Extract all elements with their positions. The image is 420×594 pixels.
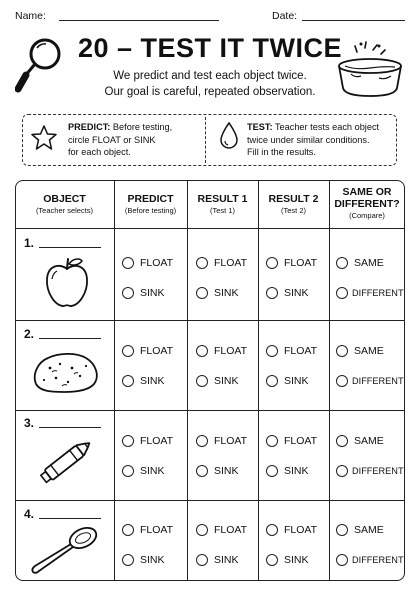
row-3-predict-sink-option[interactable] [122,464,165,478]
test-instructions [247,121,379,159]
name-label: Name: [15,10,46,22]
float-label: FLOAT [284,345,318,357]
radio-circle[interactable] [196,257,208,269]
object-name-field[interactable] [39,518,101,519]
row-4-result-1-float-option[interactable] [196,523,247,537]
row-number: 4. [24,507,35,521]
radio-circle[interactable] [122,524,134,536]
float-label: FLOAT [214,257,248,269]
radio-circle[interactable] [336,345,348,357]
row-2-compare-same-option[interactable] [336,344,384,358]
apple-icon [42,255,92,310]
sink-label: SINK [214,287,239,299]
row-1-result-1-float-option[interactable] [196,256,247,270]
row-4-result-2-sink-option[interactable] [266,553,309,567]
predict-line-2: circle FLOAT or SINK [68,134,156,145]
radio-circle[interactable] [196,435,208,447]
radio-circle[interactable] [196,465,208,477]
column-header-object: OBJECT (Teacher selects) [35,193,94,215]
column-header-result-1: RESULT 1 (Test 1) [197,193,248,215]
same-label: SAME [354,257,384,269]
date-label: Date: [272,10,298,22]
radio-circle[interactable] [266,287,278,299]
column-header-compare: SAME OR DIFFERENT? (Compare) [334,186,400,220]
different-label: DIFFERENT [352,466,404,476]
row-1-result-1-sink-option[interactable] [196,286,239,300]
sink-label: SINK [214,375,239,387]
test-heading: TEST: [247,122,273,132]
row-1-compare-different-option[interactable] [336,286,404,300]
row-number: 3. [24,416,35,430]
radio-circle[interactable] [266,257,278,269]
radio-circle[interactable] [336,554,348,566]
rock-icon [30,348,102,394]
float-label: FLOAT [214,435,248,447]
row-3-result-1-float-option[interactable] [196,434,247,448]
radio-circle[interactable] [196,287,208,299]
column-header-result-2: RESULT 2 (Test 2) [268,193,319,215]
date-field[interactable] [302,20,405,21]
radio-circle[interactable] [266,465,278,477]
instructions-divider [205,117,206,163]
sink-label: SINK [214,554,239,566]
test-line-3: Fill in the results. [247,147,316,158]
row-3-result-2-sink-option[interactable] [266,464,309,478]
row-1-result-2-sink-option[interactable] [266,286,309,300]
radio-circle[interactable] [196,554,208,566]
row-4-predict-float-option[interactable] [122,523,173,537]
row-number: 2. [24,327,35,341]
row-2-result-2-sink-option[interactable] [266,374,309,388]
radio-circle[interactable] [336,375,348,387]
table-row-divider [15,320,405,321]
intro-line-2: Our goal is careful, repeated observation. [104,86,316,98]
test-line-1: Teacher tests each object [272,122,380,132]
column-header-predict: PREDICT (Before testing) [124,193,177,215]
crayon-icon [30,433,102,491]
radio-circle[interactable] [122,287,134,299]
test-line-2: twice under similar conditions. [247,134,370,145]
float-label: FLOAT [140,345,174,357]
radio-circle[interactable] [196,345,208,357]
radio-circle[interactable] [336,465,348,477]
radio-circle[interactable] [336,524,348,536]
row-2-result-2-float-option[interactable] [266,344,317,358]
sink-label: SINK [214,465,239,477]
float-label: FLOAT [140,435,174,447]
sink-label: SINK [284,465,309,477]
row-2-predict-float-option[interactable] [122,344,173,358]
row-1-predict-float-option[interactable] [122,256,173,270]
different-label: DIFFERENT [352,288,404,298]
name-field[interactable] [59,20,219,21]
radio-circle[interactable] [266,375,278,387]
sink-label: SINK [284,375,309,387]
page-title: 20 – TEST IT TWICE [77,33,343,63]
row-3-result-1-sink-option[interactable] [196,464,239,478]
row-2-result-1-sink-option[interactable] [196,374,239,388]
row-3-compare-same-option[interactable] [336,434,384,448]
water-drop-icon [218,121,240,151]
star-icon [30,124,58,151]
radio-circle[interactable] [122,257,134,269]
water-bowl-icon [335,40,407,102]
radio-circle[interactable] [266,435,278,447]
predict-instructions [68,121,172,159]
row-number: 1. [24,236,35,250]
row-3-predict-float-option[interactable] [122,434,173,448]
table-col-divider [329,180,330,581]
sink-label: SINK [140,554,165,566]
radio-circle[interactable] [196,524,208,536]
float-label: FLOAT [284,435,318,447]
object-name-field[interactable] [39,247,101,248]
table-row-divider [15,410,405,411]
radio-circle[interactable] [122,435,134,447]
radio-circle[interactable] [122,375,134,387]
radio-circle[interactable] [122,554,134,566]
radio-circle[interactable] [122,345,134,357]
row-4-predict-sink-option[interactable] [122,553,165,567]
radio-circle[interactable] [266,554,278,566]
radio-circle[interactable] [266,345,278,357]
row-2-compare-different-option[interactable] [336,374,404,388]
table-col-divider [114,180,115,581]
sink-label: SINK [140,465,165,477]
row-1-predict-sink-option[interactable] [122,286,165,300]
same-label: SAME [354,524,384,536]
table-col-divider [258,180,259,581]
sink-label: SINK [284,287,309,299]
intro-line-1: We predict and test each object twice. [113,70,307,82]
sink-label: SINK [140,375,165,387]
same-label: SAME [354,345,384,357]
table-row-divider [15,500,405,501]
row-2-predict-sink-option[interactable] [122,374,165,388]
radio-circle[interactable] [336,287,348,299]
row-2-result-1-float-option[interactable] [196,344,247,358]
same-label: SAME [354,435,384,447]
predict-line-1: Before testing, [110,122,173,132]
radio-circle[interactable] [196,375,208,387]
predict-line-3: for each object. [68,147,131,158]
object-name-field[interactable] [39,427,101,428]
row-1-result-2-float-option[interactable] [266,256,317,270]
different-label: DIFFERENT [352,555,404,565]
different-label: DIFFERENT [352,376,404,386]
row-1-compare-same-option[interactable] [336,256,384,270]
row-3-result-2-float-option[interactable] [266,434,317,448]
row-4-compare-different-option[interactable] [336,553,404,567]
radio-circle[interactable] [122,465,134,477]
predict-heading: PREDICT: [68,122,111,132]
radio-circle[interactable] [336,435,348,447]
float-label: FLOAT [284,257,318,269]
float-label: FLOAT [140,257,174,269]
float-label: FLOAT [214,524,248,536]
object-name-field[interactable] [39,338,101,339]
float-label: FLOAT [214,345,248,357]
radio-circle[interactable] [266,524,278,536]
sink-label: SINK [140,287,165,299]
row-4-result-2-float-option[interactable] [266,523,317,537]
spoon-icon [27,524,101,576]
sink-label: SINK [284,554,309,566]
row-4-compare-same-option[interactable] [336,523,384,537]
row-4-result-1-sink-option[interactable] [196,553,239,567]
table-row-divider [15,228,405,229]
float-label: FLOAT [140,524,174,536]
float-label: FLOAT [284,524,318,536]
row-3-compare-different-option[interactable] [336,464,404,478]
radio-circle[interactable] [336,257,348,269]
table-col-divider [187,180,188,581]
